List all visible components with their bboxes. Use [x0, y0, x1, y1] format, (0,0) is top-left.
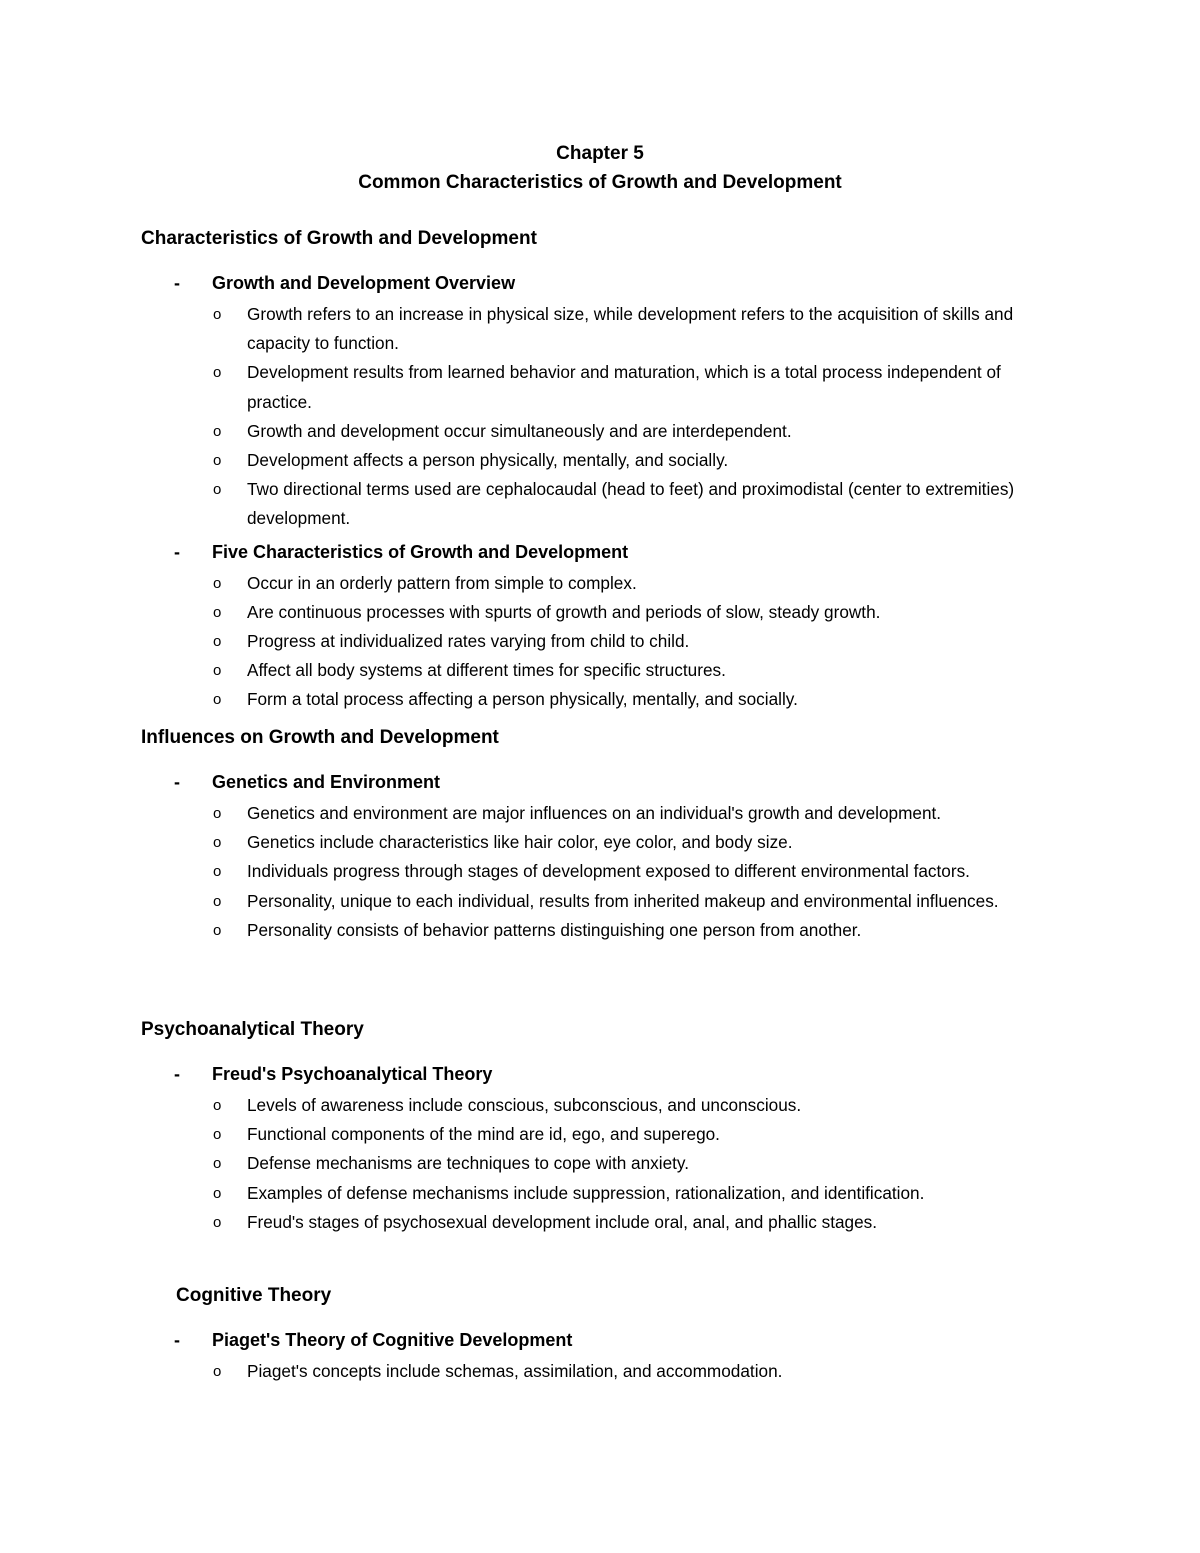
topic-heading-text: Freud's Psychoanalytical Theory	[212, 1064, 493, 1084]
topic-overview	[171, 271, 1121, 534]
bullet-marker: o	[213, 1155, 222, 1173]
section-psychoanalytical	[141, 1018, 1121, 1237]
list-item-text: Development affects a person physically, mentally, and socially.	[247, 450, 729, 471]
list-item-text: Occur in an orderly pattern from simple to complex.	[247, 572, 637, 593]
dash-marker: -	[174, 772, 180, 792]
bullet-marker: o	[213, 1126, 222, 1144]
list-item	[213, 656, 1121, 685]
dash-marker: -	[174, 1064, 180, 1084]
topic-heading	[171, 1328, 1156, 1352]
dash-marker: -	[174, 541, 180, 562]
bullet-marker: o	[213, 633, 222, 651]
topic-heading-text: Five Characteristics of Growth and Development	[212, 541, 629, 562]
section-influences	[141, 726, 1121, 945]
chapter-number: Chapter 5	[556, 143, 644, 164]
bullet-marker: o	[213, 805, 222, 822]
list-item-text: Are continuous processes with spurts of growth and periods of slow, steady growth.	[247, 601, 881, 622]
section-heading: Characteristics of Growth and Development	[141, 228, 537, 249]
list-item-text: Genetics include characteristics like hair color, eye color, and body size.	[247, 832, 793, 853]
list-item	[213, 685, 1121, 714]
section-cognitive	[176, 1284, 1156, 1386]
topic-heading	[171, 770, 1121, 794]
list-item	[213, 828, 1121, 857]
topic-piaget	[171, 1328, 1156, 1386]
list-item	[213, 857, 1121, 886]
bullet-marker: o	[213, 921, 222, 939]
list-item	[213, 300, 1121, 358]
topic-heading-text: Growth and Development Overview	[212, 273, 516, 293]
list-item	[213, 569, 1121, 598]
list-item	[213, 887, 1121, 916]
topic-heading	[171, 1062, 1121, 1086]
bullet-marker: o	[213, 1184, 222, 1202]
bullet-marker: o	[213, 452, 222, 470]
list-item	[213, 598, 1121, 627]
section-heading: Psychoanalytical Theory	[141, 1019, 364, 1040]
bullet-list	[171, 300, 1121, 534]
topic-heading	[171, 271, 1121, 295]
section-characteristics	[141, 227, 1121, 715]
list-item	[213, 916, 1121, 945]
topic-five-characteristics	[171, 540, 1121, 715]
list-item-text: Growth refers to an increase in physical size, while development refers to the acquisition of skills and capacity to function.	[247, 304, 1014, 354]
bullet-marker: o	[213, 1213, 222, 1231]
list-item-text: Progress at individualized rates varying from child to child.	[247, 631, 690, 652]
bullet-list	[171, 1357, 1156, 1386]
topic-heading-text: Genetics and Environment	[212, 772, 441, 792]
topic-heading-text: Piaget's Theory of Cognitive Development	[212, 1330, 573, 1350]
bullet-list	[171, 799, 1121, 945]
list-item	[213, 358, 1121, 416]
bullet-marker: o	[213, 863, 222, 881]
list-item-text: Freud's stages of psychosexual development include oral, anal, and phallic stages.	[247, 1211, 878, 1232]
list-item-text: Genetics and environment are major influences on an individual's growth and development.	[247, 803, 942, 823]
bullet-marker: o	[213, 481, 222, 499]
list-item	[213, 1208, 1121, 1237]
bullet-list	[171, 569, 1121, 715]
list-item-text: Two directional terms used are cephalocaudal (head to feet) and proximodistal (center to extremities) development.	[247, 479, 1015, 529]
list-item	[213, 627, 1121, 656]
list-item	[213, 1357, 1156, 1386]
bullet-marker: o	[213, 422, 222, 440]
section-heading: Cognitive Theory	[176, 1285, 332, 1306]
list-item-text: Development results from learned behavior and maturation, which is a total process independent of practice.	[247, 362, 1001, 412]
list-item-text: Functional components of the mind are id, ego, and superego.	[247, 1124, 720, 1145]
dash-marker: -	[174, 1330, 180, 1350]
bullet-marker: o	[213, 691, 222, 709]
list-item	[213, 446, 1121, 475]
list-item	[213, 1120, 1121, 1149]
list-item-text: Levels of awareness include conscious, subconscious, and unconscious.	[247, 1095, 802, 1115]
list-item-text: Defense mechanisms are techniques to cope with anxiety.	[247, 1153, 690, 1174]
list-item	[213, 799, 1121, 828]
dash-marker: -	[174, 273, 180, 293]
list-item-text: Piaget's concepts include schemas, assimilation, and accommodation.	[247, 1361, 783, 1381]
bullet-marker: o	[213, 574, 222, 592]
topic-heading	[171, 540, 1121, 564]
list-item-text: Personality consists of behavior patterns distinguishing one person from another.	[247, 919, 862, 940]
list-item-text: Individuals progress through stages of development exposed to different environmental factors.	[247, 861, 970, 882]
topic-freud	[171, 1062, 1121, 1237]
list-item-text: Examples of defense mechanisms include suppression, rationalization, and identification.	[247, 1182, 925, 1203]
list-item-text: Form a total process affecting a person physically, mentally, and socially.	[247, 689, 798, 710]
list-item	[213, 1091, 1121, 1120]
bullet-marker: o	[213, 834, 222, 852]
bullet-marker: o	[213, 1363, 222, 1380]
bullet-list	[171, 1091, 1121, 1237]
list-item	[213, 417, 1121, 446]
bullet-marker: o	[213, 662, 222, 680]
bullet-marker: o	[213, 364, 222, 382]
bullet-marker: o	[213, 603, 222, 621]
section-heading: Influences on Growth and Development	[141, 727, 499, 748]
topic-genetics-environment	[171, 770, 1121, 945]
list-item-text: Personality, unique to each individual, results from inherited makeup and environmental influences.	[247, 890, 999, 911]
bullet-marker: o	[213, 1097, 222, 1114]
bullet-marker: o	[213, 306, 222, 323]
list-item	[213, 1179, 1121, 1208]
list-item-text: Growth and development occur simultaneously and are interdependent.	[247, 420, 792, 441]
list-item	[213, 475, 1121, 533]
bullet-marker: o	[213, 892, 222, 910]
list-item	[213, 1149, 1121, 1178]
list-item-text: Affect all body systems at different times for specific structures.	[247, 660, 726, 681]
chapter-title: Common Characteristics of Growth and Development	[358, 172, 842, 193]
